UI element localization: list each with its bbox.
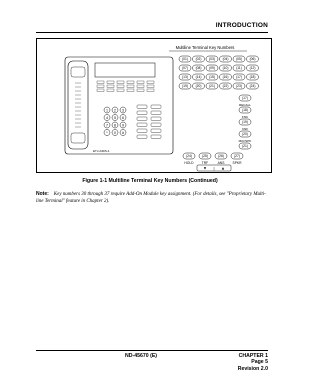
svg-text:(05): (05) bbox=[236, 57, 242, 62]
note-text: Key numbers 30 through 37 require Add-On Module key assignment. (For details, see "Proprietary Multi-line Terminal" feature in Chapter 2). bbox=[36, 192, 266, 204]
svg-text:(18): (18) bbox=[249, 75, 256, 80]
side-key bbox=[239, 95, 251, 101]
function-key bbox=[233, 65, 245, 71]
svg-text:(26): (26) bbox=[218, 154, 224, 159]
keypad-key-label: 9 bbox=[122, 123, 124, 128]
chapter-label: CHAPTER 1 bbox=[238, 353, 268, 359]
figure-title: Multiline Terminal Key Numbers bbox=[175, 45, 235, 50]
svg-text:(21): (21) bbox=[209, 84, 215, 89]
keypad-key-label: 5 bbox=[114, 115, 116, 120]
svg-text:(17): (17) bbox=[236, 75, 242, 80]
page-info bbox=[238, 353, 268, 372]
volume-glyph: | bbox=[213, 165, 215, 171]
svg-text:(15): (15) bbox=[209, 75, 215, 80]
bottom-key bbox=[199, 153, 211, 165]
svg-text:(12): (12) bbox=[249, 66, 256, 71]
function-key bbox=[233, 56, 245, 62]
footer-rule bbox=[36, 350, 268, 351]
function-key bbox=[193, 56, 205, 62]
svg-text:(06): (06) bbox=[249, 57, 256, 62]
keypad-key-label: 8 bbox=[114, 123, 116, 128]
side-key-column bbox=[239, 95, 253, 149]
function-key bbox=[233, 83, 245, 89]
part-number: ETJ-24DS-1 bbox=[93, 149, 110, 153]
function-key bbox=[179, 83, 191, 89]
svg-text:(21): (21) bbox=[242, 144, 248, 149]
figure-caption: Figure 1-1 Multiline Terminal Key Numbers (Continued) bbox=[82, 178, 218, 184]
svg-text:(04): (04) bbox=[222, 57, 229, 62]
function-key bbox=[220, 83, 232, 89]
svg-text:TRF: TRF bbox=[201, 161, 209, 165]
svg-text:(09): (09) bbox=[209, 66, 215, 71]
function-key bbox=[193, 74, 205, 80]
function-key bbox=[179, 65, 191, 71]
function-key bbox=[220, 56, 232, 62]
svg-text:RECALL: RECALL bbox=[238, 103, 252, 108]
svg-text:(22): (22) bbox=[222, 84, 229, 89]
keypad-key-label: 4 bbox=[106, 115, 108, 120]
note-label: Note: bbox=[36, 191, 49, 197]
svg-text:(07): (07) bbox=[182, 66, 188, 71]
volume-glyph: ▼ bbox=[203, 165, 207, 171]
svg-text:(20): (20) bbox=[195, 84, 202, 89]
svg-text:HOLD: HOLD bbox=[184, 161, 194, 165]
header-rule bbox=[36, 32, 268, 33]
side-key bbox=[239, 139, 253, 149]
svg-text:(13): (13) bbox=[182, 75, 188, 80]
svg-text:(23): (23) bbox=[236, 84, 242, 89]
function-key bbox=[206, 56, 218, 62]
keypad-key-label: * bbox=[106, 130, 108, 135]
function-key bbox=[247, 65, 259, 71]
terminal-illustration bbox=[37, 39, 273, 174]
function-key bbox=[220, 74, 232, 80]
function-key bbox=[247, 56, 259, 62]
function-key bbox=[247, 74, 259, 80]
function-key bbox=[193, 65, 205, 71]
function-key bbox=[247, 83, 259, 89]
svg-text:(27): (27) bbox=[234, 154, 240, 159]
note-paragraph bbox=[36, 191, 272, 205]
svg-text:(14): (14) bbox=[195, 75, 202, 80]
page-number: Page 5 bbox=[251, 359, 268, 366]
revision-label: Revision 2.0 bbox=[237, 365, 268, 372]
svg-text:SPKR: SPKR bbox=[232, 161, 242, 165]
phone-body bbox=[65, 57, 173, 154]
document-number: ND-45670 (E) bbox=[125, 353, 158, 359]
keypad-key-label: 7 bbox=[106, 123, 108, 128]
svg-text:(20): (20) bbox=[242, 132, 248, 137]
side-key bbox=[239, 127, 251, 137]
side-key bbox=[239, 115, 251, 125]
function-key bbox=[206, 74, 218, 80]
side-key bbox=[239, 103, 251, 113]
figure-frame bbox=[36, 38, 272, 173]
svg-text:(24): (24) bbox=[186, 154, 192, 159]
keypad-key-label: # bbox=[122, 130, 124, 135]
bottom-key bbox=[183, 153, 195, 165]
svg-text:MIC/SPK: MIC/SPK bbox=[238, 139, 252, 144]
svg-text:FNC: FNC bbox=[241, 115, 249, 120]
svg-text:(19): (19) bbox=[182, 84, 188, 89]
svg-text:ANS: ANS bbox=[217, 161, 225, 165]
bottom-key bbox=[215, 153, 227, 165]
bottom-key-row bbox=[183, 153, 243, 165]
function-key bbox=[206, 83, 218, 89]
keypad-key-label: 2 bbox=[114, 108, 116, 113]
function-key bbox=[179, 74, 191, 80]
svg-text:(18): (18) bbox=[242, 108, 248, 113]
svg-text:(03): (03) bbox=[209, 57, 215, 62]
svg-text:(01): (01) bbox=[182, 57, 188, 62]
function-key-grid bbox=[179, 56, 259, 89]
keypad-key-label: 3 bbox=[122, 108, 124, 113]
section-header: INTRODUCTION bbox=[215, 22, 268, 29]
lcd-display bbox=[95, 63, 155, 77]
svg-text:CNF: CNF bbox=[241, 127, 249, 132]
svg-text:(24): (24) bbox=[249, 84, 256, 89]
svg-text:(02): (02) bbox=[195, 57, 202, 62]
volume-glyph: ▲ bbox=[221, 165, 225, 171]
function-key bbox=[233, 74, 245, 80]
svg-text:(17): (17) bbox=[242, 96, 248, 101]
svg-text:(11): (11) bbox=[236, 66, 242, 71]
function-key bbox=[179, 56, 191, 62]
keypad-key-label: 1 bbox=[106, 108, 108, 113]
keypad-key-label: 0 bbox=[114, 130, 116, 135]
svg-text:(16): (16) bbox=[222, 75, 229, 80]
svg-text:(19): (19) bbox=[242, 120, 248, 125]
svg-text:(25): (25) bbox=[202, 154, 208, 159]
svg-text:(10): (10) bbox=[222, 66, 229, 71]
function-key bbox=[193, 83, 205, 89]
volume-control bbox=[197, 165, 231, 171]
bottom-key bbox=[231, 153, 243, 165]
keypad-key-label: 6 bbox=[122, 115, 124, 120]
svg-text:(08): (08) bbox=[195, 66, 202, 71]
function-key bbox=[206, 65, 218, 71]
function-key bbox=[220, 65, 232, 71]
